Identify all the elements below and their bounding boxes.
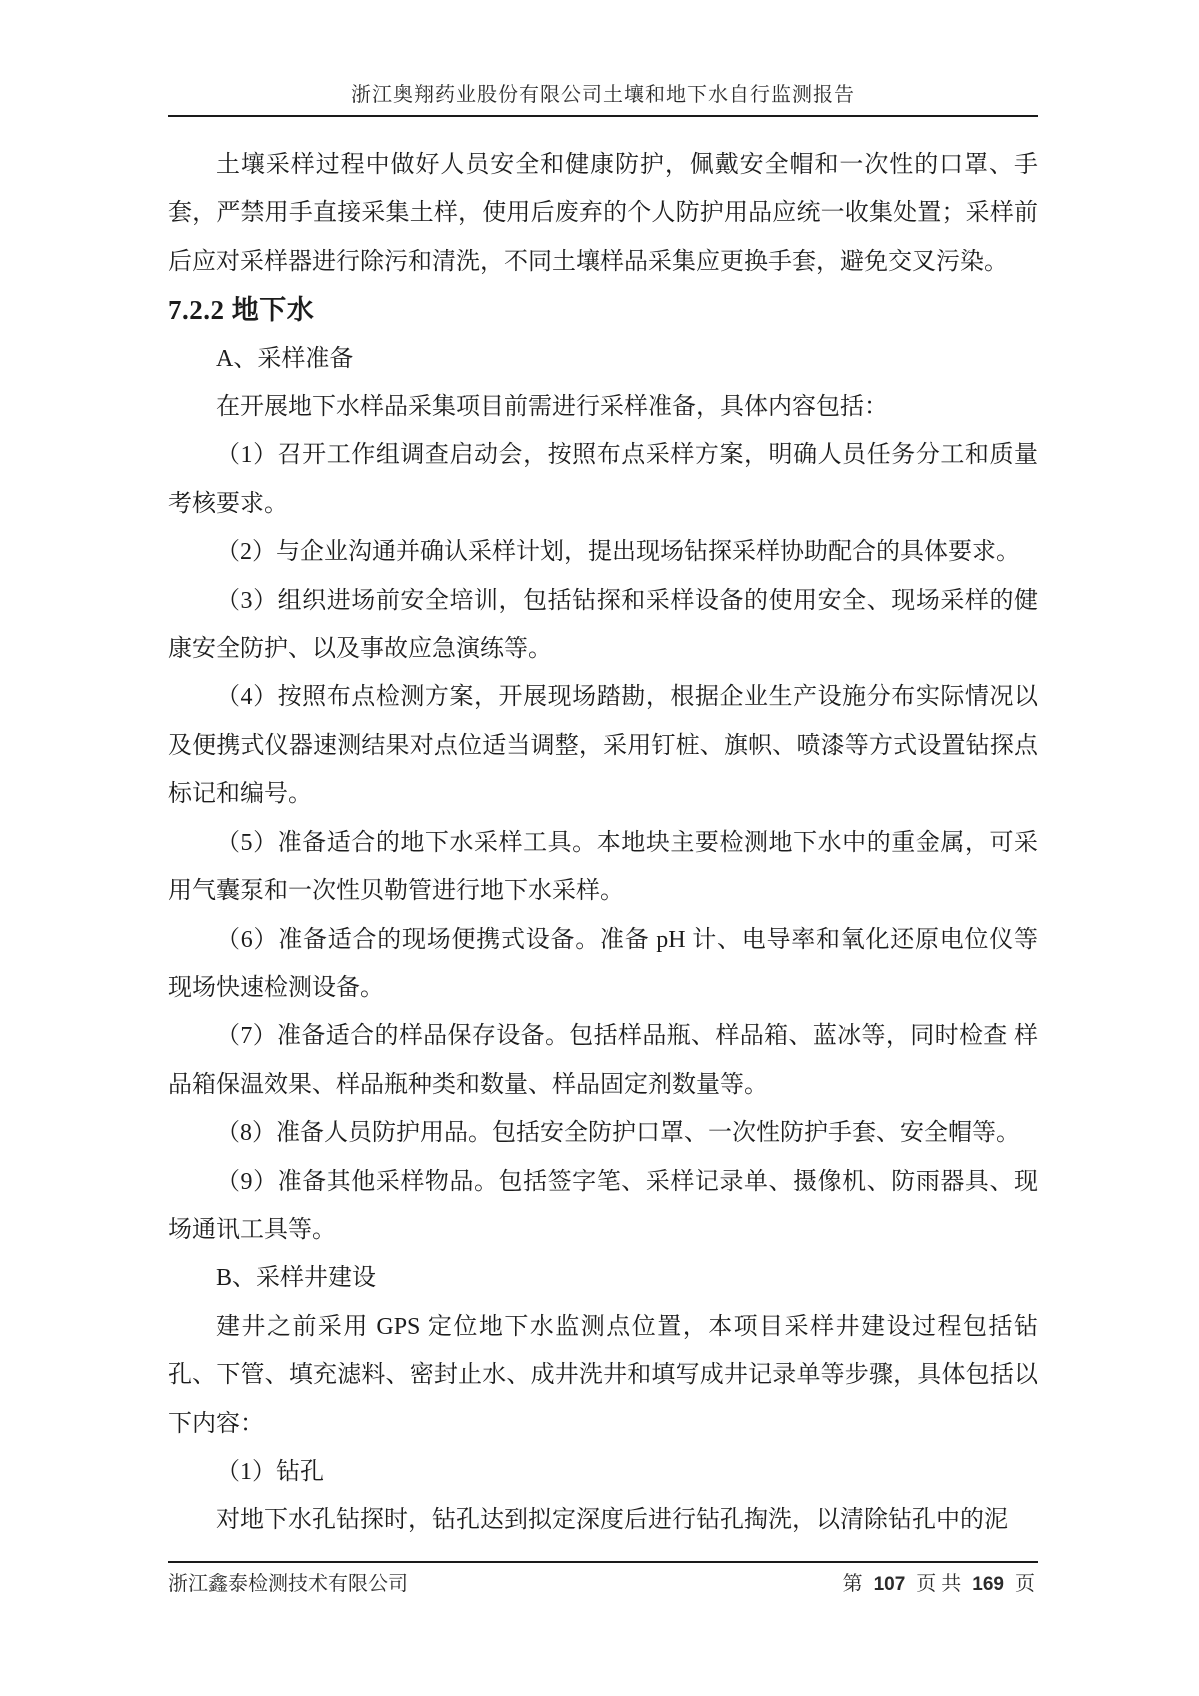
paragraph: （9）准备其他采样物品。包括签字笔、采样记录单、摄像机、防雨器具、现场通讯工具等。 — [168, 1168, 1038, 1243]
paragraph: （2）与企业沟通并确认采样计划，提出现场钻探采样协助配合的具体要求。 — [216, 539, 1020, 566]
footer-page-info — [840, 1571, 1038, 1598]
report-title: 浙江奥翔药业股份有限公司土壤和地下水自行监测报告 — [351, 84, 855, 106]
paragraph: 在开展地下水样品采集项目前需进行采样准备，具体内容包括： — [216, 394, 888, 421]
paragraph: （1）召开工作组调查启动会，按照布点采样方案，明确人员任务分工和质量考核要求。 — [168, 442, 1038, 517]
footer-company: 浙江鑫泰检测技术有限公司 — [168, 1573, 408, 1595]
paragraph: 对地下水孔钻探时，钻孔达到拟定深度后进行钻孔掏洗，以清除钻孔中的泥 — [216, 1507, 1008, 1534]
current-page-number: 107 — [873, 1574, 906, 1595]
page-word-last: 页 — [1015, 1573, 1035, 1595]
document-body — [168, 141, 1038, 1545]
page-footer — [168, 1561, 1038, 1598]
section-heading: 7.2.2 地下水 — [168, 295, 315, 326]
paragraph: 建井之前采用 GPS 定位地下水监测点位置，本项目采样井建设过程包括钻孔、下管、填充滤料、密封止水、成井洗井和填写成井记录单等步骤，具体包括以下内容： — [168, 1313, 1038, 1437]
paragraph: B、采样井建设 — [216, 1265, 377, 1292]
paragraph: 土壤采样过程中做好人员安全和健康防护，佩戴安全帽和一次性的口罩、手套，严禁用手直接采集土样，使用后废弃的个人防护用品应统一收集处置；采样前后应对采样器进行除污和清洗，不同土壤样品采集应更换手套，避免交叉污染。 — [168, 152, 1038, 275]
total-page-number: 169 — [972, 1574, 1004, 1595]
page-word-middle: 页 共 — [916, 1573, 962, 1595]
paragraph: （3）组织进场前安全培训，包括钻探和采样设备的使用安全、现场采样的健康安全防护、以及事故应急演练等。 — [168, 587, 1038, 663]
page-header — [168, 82, 1038, 117]
paragraph: （7）准备适合的样品保存设备。包括样品瓶、样品箱、蓝冰等，同时检查 样品箱保温效果、样品瓶种类和数量、样品固定剂数量等。 — [168, 1023, 1038, 1098]
paragraph: （8）准备人员防护用品。包括安全防护口罩、一次性防护手套、安全帽等。 — [216, 1120, 1020, 1147]
page-word-first: 第 — [842, 1573, 863, 1595]
paragraph: （5）准备适合的地下水采样工具。本地块主要检测地下水中的重金属，可采用气囊泵和一次性贝勒管进行地下水采样。 — [168, 829, 1038, 905]
paragraph: （4）按照布点检测方案，开展现场踏勘，根据企业生产设施分布实际情况以及便携式仪器速测结果对点位适当调整，采用钉桩、旗帜、喷漆等方式设置钻探点标记和编号。 — [168, 684, 1038, 808]
paragraph: （6）准备适合的现场便携式设备。准备 pH 计、电导率和氧化还原电位仪等 现场快速检测设备。 — [168, 926, 1038, 1001]
paragraph: A、采样准备 — [216, 345, 354, 372]
paragraph: （1）钻孔 — [216, 1458, 324, 1485]
